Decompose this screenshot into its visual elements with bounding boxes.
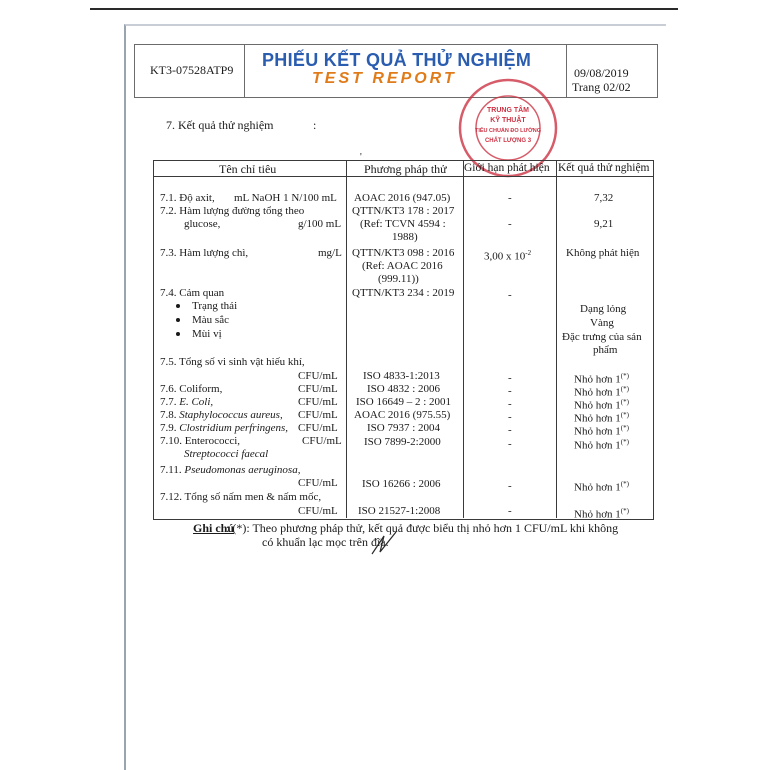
row-7-12-result-text: Nhỏ hơn 1 [574, 508, 621, 521]
row-7-9-method: ISO 7937 : 2004 [367, 422, 441, 434]
row-7-4-result-3a: Đặc trưng của sản [562, 331, 642, 343]
top-edge-line [90, 8, 678, 10]
row-7-12-method: ISO 21527-1:2008 [358, 505, 441, 517]
row-7-10-name-cont: Streptococci faecal [184, 448, 269, 460]
row-7-11-name [160, 464, 300, 477]
row-7-9-name [160, 422, 288, 435]
row-7-7-limit: - [508, 398, 512, 410]
row-7-11-result-sup: (*) [620, 480, 629, 488]
row-7-2-limit: - [508, 218, 512, 230]
table-header-method: Phương pháp thử [364, 162, 447, 176]
row-7-5-name: 7.5. Tổng số vi sinh vật hiếu khí, [160, 356, 305, 368]
row-7-9-organism: Clostridium perfringens, [179, 422, 289, 434]
row-7-4-bullet-2-text: Màu sắc [192, 314, 229, 326]
row-7-5-unit: CFU/mL [298, 370, 338, 382]
row-7-7-name [160, 396, 213, 409]
row-7-11-method: ISO 16266 : 2006 [362, 478, 441, 490]
row-7-3-name: 7.3. Hàm lượng chì, [160, 247, 249, 259]
row-7-9-unit: CFU/mL [298, 422, 338, 434]
row-7-6-name: 7.6. Coliform, [160, 383, 223, 395]
row-7-11-result-text: Nhỏ hơn 1 [574, 481, 621, 494]
bullet-dot [176, 304, 180, 308]
row-7-3-method-3: (999.11)) [378, 273, 419, 285]
row-7-3-unit: mg/L [318, 247, 342, 259]
row-7-8-result-text: Nhỏ hơn 1 [574, 412, 621, 425]
table-col-divider-2 [463, 160, 464, 518]
row-7-3-limit [484, 247, 531, 264]
svg-text:KỸ THUẬT: KỸ THUẬT [490, 117, 526, 124]
row-7-8-result-sup: (*) [620, 411, 629, 419]
row-7-10-name: 7.10. Enterococci, [160, 435, 241, 447]
row-7-4-result-2: Vàng [590, 317, 614, 329]
row-7-5-method: ISO 4833-1:2013 [363, 370, 440, 382]
row-7-7-unit: CFU/mL [298, 396, 338, 408]
bullet-dot [176, 318, 180, 322]
row-7-2-method-1: QTTN/KT3 178 : 2017 [352, 205, 455, 217]
row-7-10-unit: CFU/mL [302, 435, 342, 447]
table-header-name: Tên chỉ tiêu [219, 162, 277, 176]
row-7-5-limit: - [508, 372, 512, 384]
row-7-10-result-sup: (*) [620, 438, 629, 446]
section-colon: : [313, 118, 317, 132]
row-7-3-method-1: QTTN/KT3 098 : 2016 [352, 247, 455, 259]
row-7-10-result [574, 436, 629, 453]
row-7-7-organism: E. Coli, [179, 396, 214, 408]
row-7-12-result-sup: (*) [620, 507, 629, 515]
row-7-4-bullet-3-text: Mùi vị [192, 328, 222, 340]
row-7-8-unit: CFU/mL [298, 409, 338, 421]
row-7-6-limit: - [508, 385, 512, 397]
row-7-1-result: 7,32 [594, 192, 614, 204]
row-7-6-unit: CFU/mL [298, 383, 338, 395]
table-col-divider-1 [346, 160, 347, 518]
note-line-2: có khuẩn lạc mọc trên đĩa. [262, 535, 389, 549]
row-7-11-result [574, 478, 629, 495]
row-7-7-method: ISO 16649 – 2 : 2001 [356, 396, 452, 408]
row-7-4-limit: - [508, 289, 512, 301]
row-7-11-organism: Pseudomonas aeruginosa, [184, 464, 301, 476]
page-number: Trang 02/02 [572, 80, 631, 94]
row-7-12-result [574, 505, 629, 522]
row-7-7-result-sup: (*) [620, 398, 629, 406]
row-7-10-limit: - [508, 438, 512, 450]
svg-text:TIÊU CHUẨN ĐO LƯỜNG: TIÊU CHUẨN ĐO LƯỜNG [474, 128, 542, 134]
note-line-1: : (*): Theo phương pháp thử, kết quả được biểu thị nhỏ hơn 1 CFU/mL khi không [226, 521, 619, 535]
row-7-2-result: 9,21 [594, 218, 614, 230]
row-7-4-name: 7.4. Cảm quan [160, 287, 225, 299]
row-7-4-bullet-2 [176, 314, 229, 327]
report-title-vn: PHIẾU KẾT QUẢ THỬ NGHIỆM [262, 50, 532, 70]
row-7-6-result-text: Nhỏ hơn 1 [574, 386, 621, 399]
row-7-3-limit-exp: -2 [525, 249, 532, 257]
row-7-11-unit: CFU/mL [298, 477, 338, 489]
row-7-7-num: 7.7. [160, 396, 177, 408]
row-7-4-result-3b: phẩm [593, 344, 618, 356]
row-7-2-method-3: 1988) [392, 231, 418, 243]
row-7-5-result-sup: (*) [620, 372, 629, 380]
note-label: Ghi chú [193, 521, 235, 535]
small-tick-mark: ' [360, 152, 362, 163]
header-divider-left [244, 44, 245, 97]
table-header-result: Kết quả thử nghiệm [558, 162, 650, 174]
svg-text:TRUNG TÂM: TRUNG TÂM [487, 107, 529, 114]
row-7-4-bullet-1-text: Trạng thái [192, 300, 238, 312]
row-7-9-result-text: Nhỏ hơn 1 [574, 425, 621, 438]
row-7-3-method-2: (Ref: AOAC 2016 [362, 260, 443, 272]
row-7-9-num: 7.9. [160, 422, 177, 434]
row-7-4-result-1: Dạng lỏng [580, 303, 627, 315]
row-7-1-method: AOAC 2016 (947.05) [354, 192, 451, 204]
row-7-8-name [160, 409, 283, 422]
row-7-11-num: 7.11. [160, 464, 182, 476]
row-7-8-method: AOAC 2016 (975.55) [354, 409, 451, 421]
row-7-5-result-text: Nhỏ hơn 1 [574, 373, 621, 386]
report-title-en: TEST REPORT [312, 70, 457, 87]
svg-text:CHẤT LƯỢNG 3: CHẤT LƯỢNG 3 [484, 138, 532, 144]
row-7-11-limit: - [508, 480, 512, 492]
row-7-8-num: 7.8. [160, 409, 177, 421]
bullet-dot [176, 332, 180, 336]
table-header-limit: Giới hạn phát hiện [464, 162, 550, 174]
row-7-10-result-text: Nhỏ hơn 1 [574, 439, 621, 452]
row-7-8-limit: - [508, 411, 512, 423]
row-7-3-limit-base: 3,00 x 10 [484, 250, 526, 263]
row-7-2-name: 7.2. Hàm lượng đường tổng theo [160, 205, 305, 217]
row-7-12-limit: - [508, 505, 512, 517]
row-7-6-result-sup: (*) [620, 385, 629, 393]
row-7-3-result: Không phát hiện [566, 247, 640, 259]
row-7-4-bullet-1 [176, 300, 237, 313]
report-date: 09/08/2019 [574, 66, 629, 80]
row-7-1-limit: - [508, 192, 512, 204]
row-7-8-organism: Staphylococcus aureus, [179, 409, 283, 421]
report-code: KT3-07528ATP9 [150, 63, 234, 77]
row-7-12-name: 7.12. Tổng số nấm men & nấm mốc, [160, 491, 322, 503]
header-divider-right [566, 44, 567, 97]
row-7-4-bullet-3 [176, 328, 222, 341]
row-7-10-method: ISO 7899-2:2000 [364, 436, 441, 448]
row-7-1-unit: mL NaOH 1 N/100 mL [234, 192, 337, 204]
section-title: 7. Kết quả thử nghiệm [166, 118, 274, 132]
row-7-6-method: ISO 4832 : 2006 [367, 383, 441, 395]
row-7-2-name-cont: glucose, [184, 218, 221, 230]
row-7-2-method-2: (Ref: TCVN 4594 : [360, 218, 446, 230]
row-7-1-name: 7.1. Độ axit, [160, 192, 215, 204]
row-7-7-result-text: Nhỏ hơn 1 [574, 399, 621, 412]
table-col-divider-3 [556, 160, 557, 518]
row-7-9-result-sup: (*) [620, 424, 629, 432]
row-7-4-method: QTTN/KT3 234 : 2019 [352, 287, 455, 299]
row-7-2-unit: g/100 mL [298, 218, 342, 230]
row-7-9-limit: - [508, 424, 512, 436]
handwritten-mark [370, 530, 400, 558]
row-7-12-unit: CFU/mL [298, 505, 338, 517]
